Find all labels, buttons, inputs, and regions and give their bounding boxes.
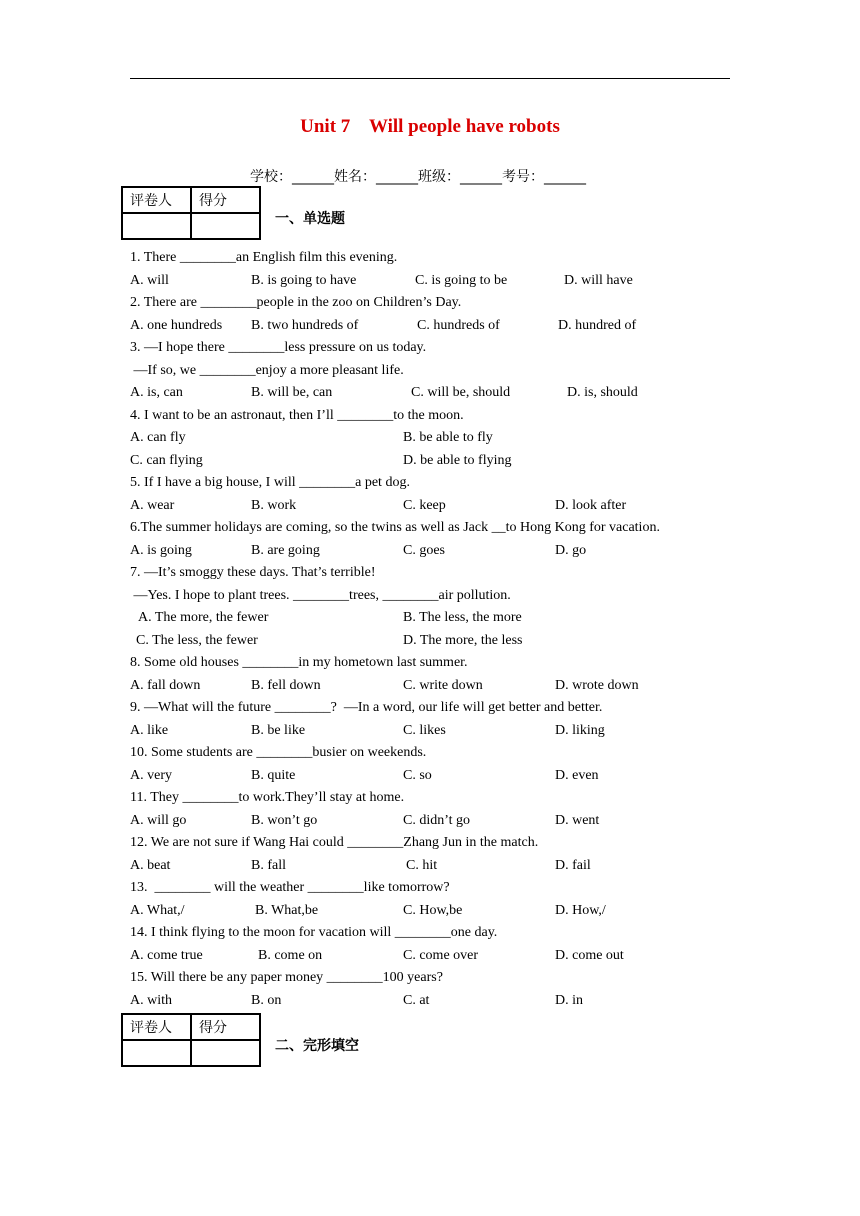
grader-cell [122,213,191,239]
option-d: D. The more, the less [403,633,523,648]
option-d: D. will have [564,273,633,288]
option-b: B. quite [251,768,296,783]
option-d: D. is, should [567,385,638,400]
option-c: C. can flying [130,453,203,468]
option-b: B. on [251,993,282,1008]
question-stem-line2: —Yes. I hope to plant trees. ________trees, ________air pollution. [130,588,511,603]
option-b: B. won’t go [251,813,318,828]
option-a: A. with [130,993,172,1008]
option-b: B. is going to have [251,273,357,288]
option-a: A. wear [130,498,175,513]
option-d: D. liking [555,723,605,738]
score-cell [191,1040,260,1066]
option-d: D. be able to flying [403,453,512,468]
option-d: D. look after [555,498,627,513]
option-c: C. goes [403,543,445,558]
option-b: B. What,be [255,903,319,918]
option-a: A. one hundreds [130,318,223,333]
option-c: C. keep [403,498,446,513]
option-c: C. hundreds of [417,318,500,333]
option-a: A. What,/ [130,903,185,918]
option-a: A. is, can [130,385,183,400]
question-stem: 12. We are not sure if Wang Hai could ________Zhang Jun in the match. [130,835,539,850]
option-c: C. likes [403,723,446,738]
grader-label: 评卷人 [122,1014,191,1040]
option-a: A. come true [130,948,203,963]
section-title: 一、单选题 [275,211,345,227]
section-title: 二、完形填空 [275,1038,359,1054]
option-a: A. can fly [130,430,186,445]
option-b: B. The less, the more [403,610,522,625]
grader-label: 评卷人 [122,187,191,213]
question-stem: 7. —It’s smoggy these days. That’s terrible! [130,565,376,580]
option-a: A. like [130,723,169,738]
option-c: C. is going to be [415,273,508,288]
score-table [121,186,261,240]
option-d: D. go [555,543,587,558]
option-a: A. The more, the fewer [138,610,269,625]
question-stem: 9. —What will the future ________? —In a word, our life will get better and better. [130,700,603,715]
option-b: B. be like [251,723,306,738]
question-stem: 2. There are ________people in the zoo on Children’s Day. [130,295,462,310]
option-a: A. fall down [130,678,201,693]
option-d: D. fail [555,858,591,873]
option-c: C. didn’t go [403,813,471,828]
score-table-2 [121,1013,261,1067]
question-stem: 4. I want to be an astronaut, then I’ll ________to the moon. [130,408,464,423]
question-stem: 14. I think flying to the moon for vacation will ________one day. [130,925,498,940]
score-label: 得分 [191,187,260,213]
option-b: B. work [251,498,297,513]
option-d: D. in [555,993,583,1008]
option-c: C. come over [403,948,479,963]
question-stem: 10. Some students are ________busier on weekends. [130,745,427,760]
option-a: A. is going [130,543,192,558]
question-stem: 11. They ________to work.They’ll stay at home. [130,790,405,805]
option-c: C. How,be [403,903,463,918]
option-d: D. hundred of [558,318,637,333]
option-d: D. wrote down [555,678,639,693]
option-c: C. write down [403,678,483,693]
option-d: D. come out [555,948,624,963]
option-c: C. so [403,768,432,783]
student-info-line: 学校：______姓名：______班级：______考号：______ [250,169,586,185]
option-b: B. be able to fly [403,430,493,445]
option-a: A. very [130,768,172,783]
option-d: D. How,/ [555,903,606,918]
option-b: B. are going [251,543,320,558]
grader-cell [122,1040,191,1066]
header-rule [130,78,730,79]
option-b: B. two hundreds of [251,318,359,333]
option-c: C. at [403,993,430,1008]
option-b: B. come on [258,948,323,963]
option-b: B. fall [251,858,286,873]
option-c: C. The less, the fewer [136,633,258,648]
option-c: C. will be, should [411,385,511,400]
option-d: D. went [555,813,600,828]
question-stem: 5. If I have a big house, I will ________a pet dog. [130,475,410,490]
question-stem-line2: —If so, we ________enjoy a more pleasant life. [130,363,404,378]
option-a: A. will go [130,813,187,828]
option-a: A. beat [130,858,171,873]
option-c: C. hit [406,858,438,873]
question-stem: 8. Some old houses ________in my hometown last summer. [130,655,468,670]
question-stem: 6.The summer holidays are coming, so the twins as well as Jack __to Hong Kong for vacation. [130,520,660,535]
question-stem: 15. Will there be any paper money ________100 years? [130,970,443,985]
option-b: B. fell down [251,678,321,693]
page-title: Unit 7 Will people have robots [300,116,560,137]
option-a: A. will [130,273,169,288]
question-stem: 3. —I hope there ________less pressure on us today. [130,340,427,355]
option-d: D. even [555,768,599,783]
question-stem: 1. There ________an English film this evening. [130,250,398,265]
question-stem: 13. ________ will the weather ________like tomorrow? [130,880,450,895]
score-label: 得分 [191,1014,260,1040]
option-b: B. will be, can [251,385,333,400]
score-cell [191,213,260,239]
